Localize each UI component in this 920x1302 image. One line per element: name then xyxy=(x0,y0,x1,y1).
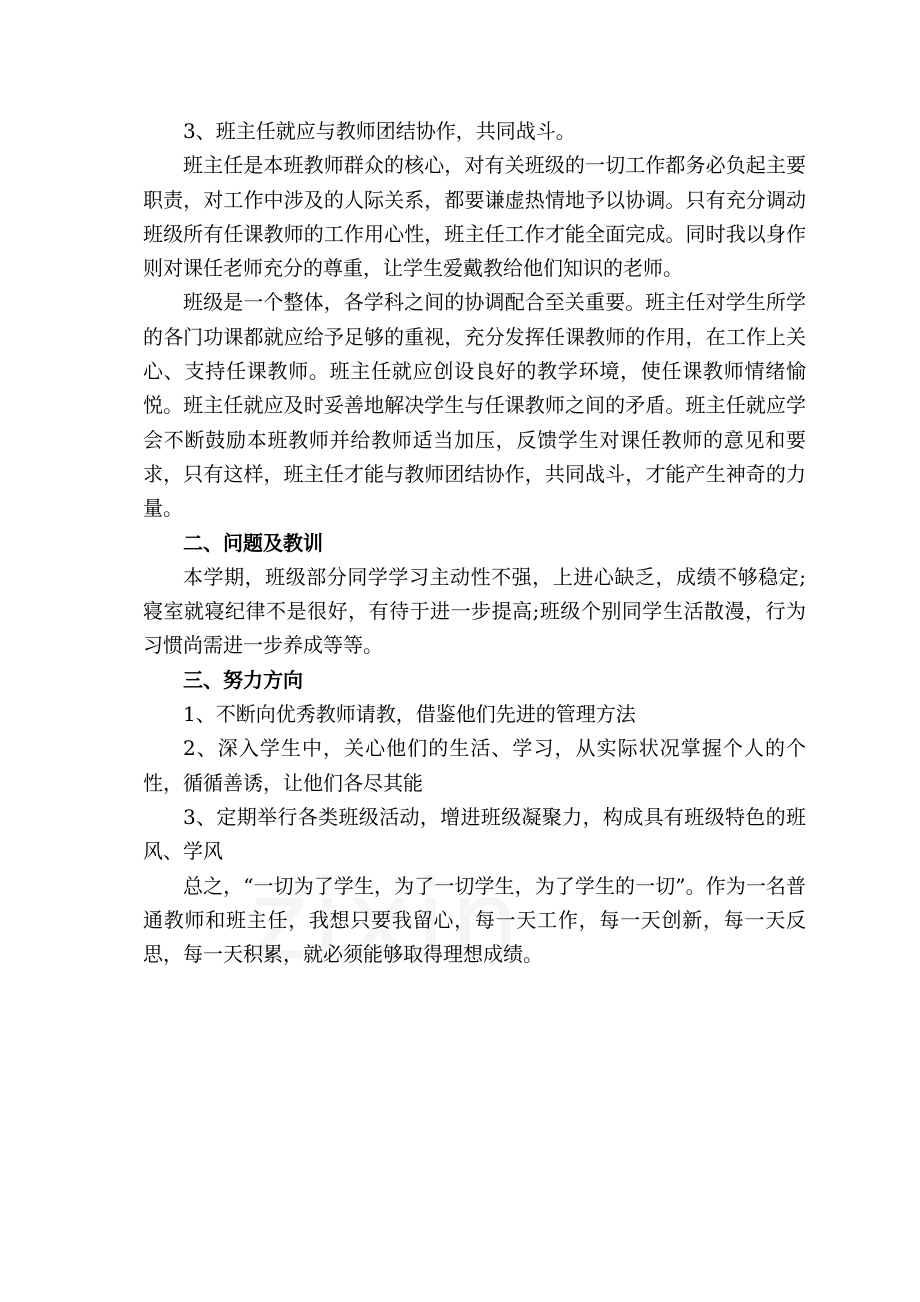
paragraph-problems: 本学期，班级部分同学学习主动性不强，上进心缺乏，成绩不够稳定;寝室就寝纪律不是很好，有待于进一步提高;班级个别同学生活散漫，行为习惯尚需进一步养成等等。 xyxy=(143,564,806,658)
document-body xyxy=(143,114,806,971)
list-item-direction-1: 1、不断向优秀教师请教，借鉴他们先进的管理方法 xyxy=(183,702,636,727)
paragraph-point-3-teacher-cooperation: 3、班主任就应与教师团结协作，共同战斗。 xyxy=(183,119,576,143)
list-item-direction-3: 3、定期举行各类班级活动，增进班级凝聚力，构成具有班级特色的班风、学风 xyxy=(143,804,806,864)
list-item-direction-2: 2、深入学生中，关心他们的生活、学习，从实际状况掌握个人的个性，循循善诱，让他们各尽其能 xyxy=(143,736,806,795)
section-heading-direction: 三、努力方向 xyxy=(183,667,303,692)
paragraph-conclusion: 总之，“一切为了学生，为了一切学生，为了学生的一切”。作为一名普通教师和班主任，我想只要我留心，每一天工作，每一天创新，每一天反思，每一天积累，就必须能够取得理想成绩。 xyxy=(143,873,806,967)
section-heading-problems-lessons: 二、问题及教训 xyxy=(183,530,323,555)
paragraph-class-teacher-core: 班主任是本班教师群众的核心，对有关班级的一切工作都务必负起主要职责，对工作中涉及的人际关系，都要谦虚热情地予以协调。只有充分调动班级所有任课教师的工作用心性，班主任工作才能全面完成。同时我以身作则对课任老师充分的尊重，让学生爱戴教给他们知识的老师。 xyxy=(143,153,806,281)
paragraph-class-coordination: 班级是一个整体，各学科之间的协调配合至关重要。班主任对学生所学的各门功课都就应给予足够的重视，充分发挥任课教师的作用，在工作上关心、支持任课教师。班主任就应创设良好的教学环境，使任课教师情绪愉悦。班主任就应及时妥善地解决学生与任课教师之间的矛盾。班主任就应学会不断鼓励本班教师并给教师适当加压，反馈学生对课任教师的意见和要求，只有这样，班主任才能与教师团结协作，共同战斗，才能产生神奇的力量。 xyxy=(143,290,806,521)
